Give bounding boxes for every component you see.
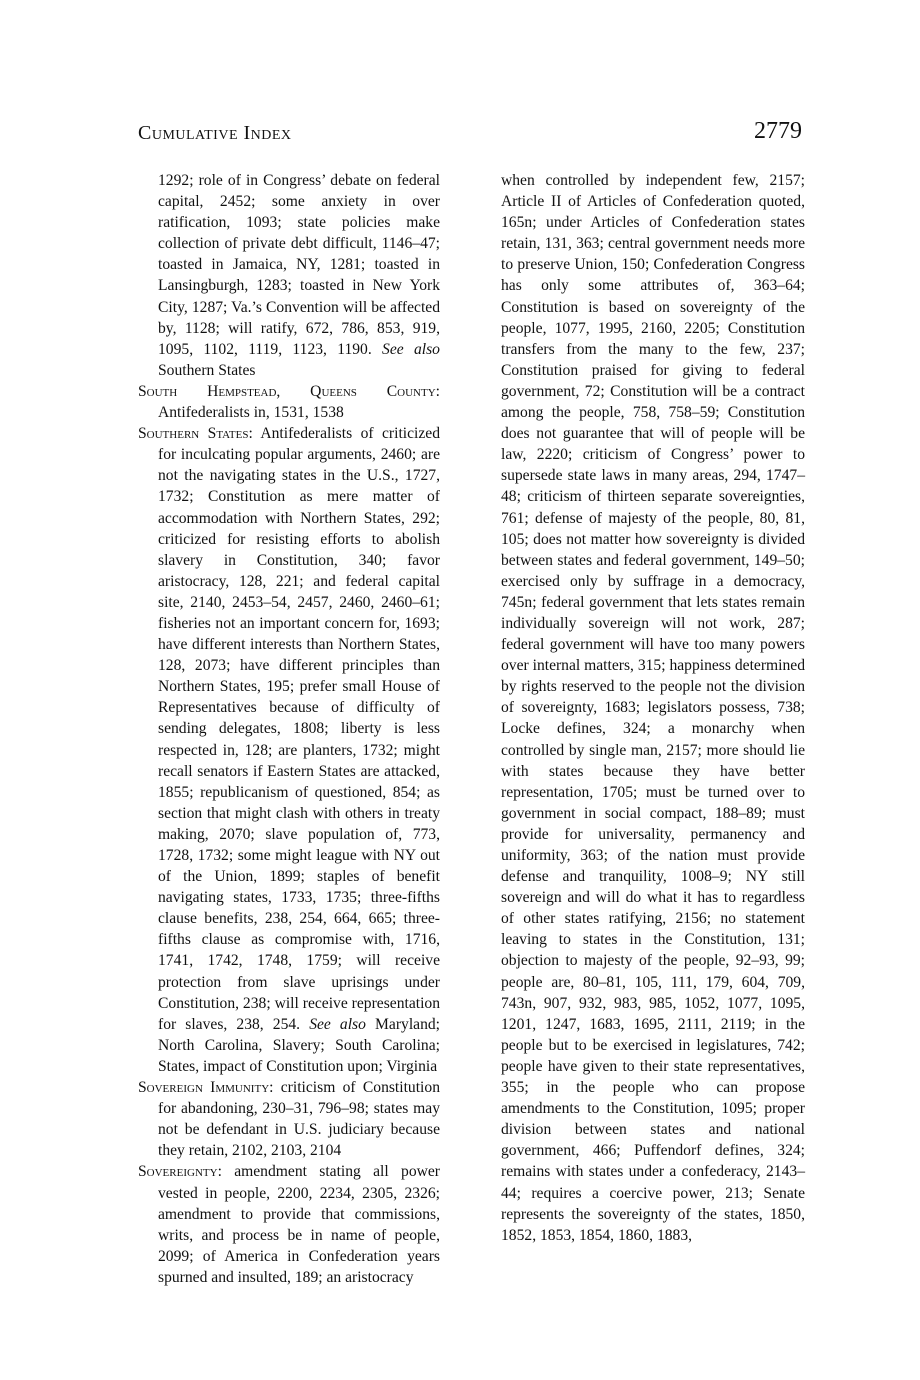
entry-text: : Antifederalists of criticized for inculcating popular arguments, 2460; are not the navigating states in the U.S., 1727, 1732; Constitution as mere matter of accommodation with Northern States, 292; criticized for resisting efforts to abolish slavery in Constitution, 340; favor aristocracy, 128, 221; and federal capital site, 2140, 2453–54, 2457, 2460, 2460–61; fisheries not an important concern for, 1693; have different interests than Northern States, 128, 2073; have different principles than Northern States, 195; prefer small House of Representatives because of difficulty of sending delegates, 1808; liberty is less respected in, 128; are planters, 1732; might recall senators if Eastern States are attacked, 1855; republicanism of questioned, 854; as section that might clash with others in treaty making, 2070; slave population of, 773, 1728, 1732; some might league with NY out of the Union, 1899; staples of benefit navigating states, 1733, 1735; three-fifths clause benefits, 238, 254, 664, 665; three-fifths clause as compromise with, 1716, 1741, 1742, 1748, 1759; will receive protection from slave uprisings under Constitution, 238; will receive representation for slaves, 238, 254. bbox=[158, 425, 440, 1033]
entry-term: Sovereign Immunity bbox=[138, 1079, 270, 1097]
entry-text: 1292; role of in Congress’ debate on federal capital, 2452; some anxiety in over ratification, 1093; state policies make collection of private debt difficult, 1146–47; toasted in Jamaica, NY, 1281; toasted in Lansingburgh, 1283; toasted in New York City, 1287; Va.’s Convention will be affected by, 1128; will ratify, 672, 786, 853, 919, 1095, 1102, 1119, 1123, 1190. bbox=[158, 172, 440, 358]
entry-term: Sovereignty bbox=[138, 1163, 218, 1181]
index-entry-south-hempstead bbox=[138, 381, 440, 423]
see-also-label: See also bbox=[382, 340, 440, 358]
index-entry-southern-states bbox=[138, 423, 440, 1077]
continuation-entry bbox=[158, 170, 440, 381]
right-column bbox=[501, 170, 805, 1246]
index-entry-sovereign-immunity bbox=[138, 1077, 440, 1161]
entry-text: : Antifederalists in, 1531, 1538 bbox=[158, 382, 440, 422]
entry-text: : amendment stating all power vested in people, 2200, 2234, 2305, 2326; amendment to provide that commissions, writs, and process be in name of people, 2099; of America in Confederation years spurned and insulted, 189; an aristocracy bbox=[158, 1163, 440, 1286]
entry-text: : criticism of Constitution for abandoning, 230–31, 796–98; states may not be defendant in U.S. judiciary because they retain, 2102, 2103, 2104 bbox=[158, 1079, 440, 1160]
index-entry-sovereignty bbox=[138, 1161, 440, 1288]
continuation-entry: when controlled by independent few, 2157; Article II of Articles of Confederation quoted, 165n; under Articles of Confederation states retain, 131, 363; central government needs more to preserve Union, 150; Confederation Congress has only some attributes of, 363–64; Constitution is based on sovereignty of the people, 1077, 1995, 2160, 2205; Constitution transfers from the many to the few, 237; Constitution praised for giving to federal government, 72; Constitution will be a contract among the people, 758, 758–59; Constitution does not guarantee that will of people will be law, 2220; criticism of Congress’ power to supersede state laws in many areas, 294, 1747–48; criticism of thirteen separate sovereignties, 761; defense of majesty of the people, 80, 81, 105; does not matter how sovereignty is divided between states and federal government, 149–50; exercised only by suffrage in a democracy, 745n; federal government that lets states remain individually sovereign will not work, 287; federal government will have too many powers over internal matters, 315; happiness determined by rights reserved to the people not the division of sovereignty, 1683; legislators possess, 738; Locke defines, 324; a monarchy when controlled by single man, 2157; more should lie with states because they have better representation, 1705; must be turned over to government in social compact, 188–89; must provide for universality, permanency and uniformity, 363; of the nation must provide defense and tranquility, 1008–9; NY still sovereign and will do what it has to regardless of other states ratifying, 2156; no statement leaving to states in the Constitution, 131; objection to majesty of the people, 92–93, 99; people are, 80–81, 105, 111, 179, 604, 709, 743n, 907, 932, 983, 985, 1052, 1077, 1095, 1201, 1247, 1683, 1695, 2111, 2119; in the people but to be exercised in legislatures, 742; people have given to their state representatives, 355; in the people who can propose amendments to the Constitution, 1095; proper division between states and national government, 466; Puffendorf defines, 324; remains with states under a confederacy, 2143–44; requires a coercive power, 213; Senate represents the sovereignty of the states, 1850, 1852, 1853, 1854, 1860, 1883, bbox=[501, 172, 805, 1244]
see-also-refs: Maryland; North Carolina, Slavery; South Carolina; States, impact of Constitution upon; Virginia bbox=[158, 1015, 440, 1075]
entry-term: Southern States bbox=[138, 425, 249, 443]
left-column bbox=[138, 170, 440, 1288]
page-number: 2779 bbox=[754, 118, 802, 144]
see-also-refs: Southern States bbox=[158, 361, 256, 379]
entry-term: South Hempstead, Queens County bbox=[138, 382, 436, 400]
see-also-label: See also bbox=[309, 1015, 366, 1033]
running-head-title: Cumulative Index bbox=[138, 122, 292, 144]
